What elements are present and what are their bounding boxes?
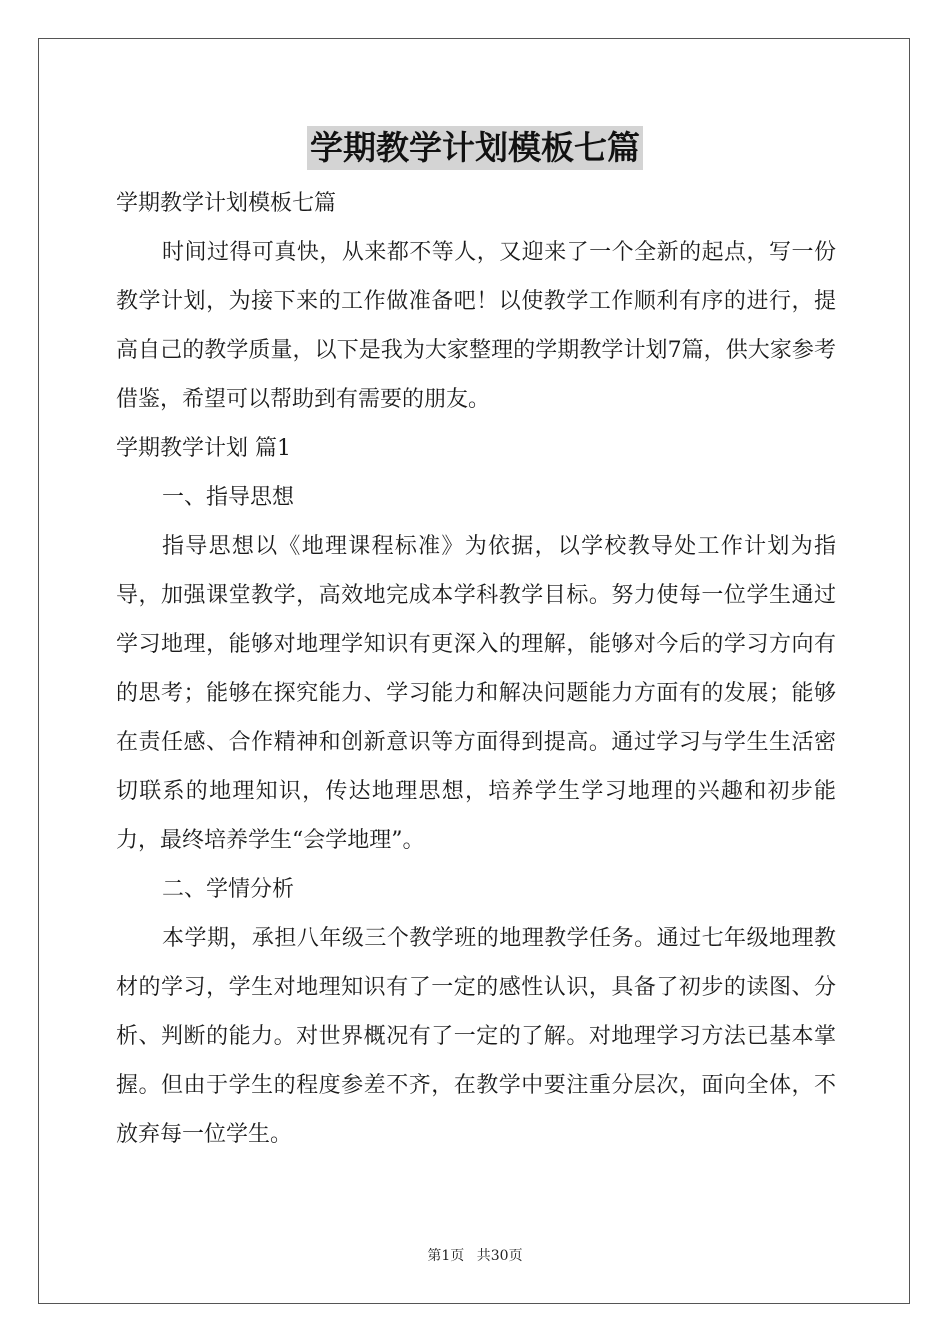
part2-body: 本学期，承担八年级三个教学班的地理教学任务。通过七年级地理教材的学习，学生对地理知识有了一定的感性认识，具备了初步的读图、分析、判断的能力。对世界概况有了一定的了解。对地理学习方法已基本掌握。但由于学生的程度参差不齐，在教学中要注重分层次，面向全体，不放弃每一位学生。 [116, 926, 836, 1147]
document-subtitle: 学期教学计划模板七篇 [116, 191, 337, 216]
part2-heading: 二、学情分析 [162, 877, 295, 902]
intro-paragraph: 时间过得可真快，从来都不等人，又迎来了一个全新的起点，写一份教学计划，为接下来的工作做准备吧！以使教学工作顺利有序的进行，提高自己的教学质量，以下是我为大家整理的学期教学计划7篇，供大家参考借鉴，希望可以帮助到有需要的朋友。 [116, 240, 836, 412]
page-total: 共30页 [476, 1248, 523, 1264]
document-title: 学期教学计划模板七篇 [307, 126, 643, 170]
title-wrap [0, 126, 950, 170]
part1-body: 指导思想以《地理课程标准》为依据，以学校教导处工作计划为指导，加强课堂教学，高效地完成本学科教学目标。努力使每一位学生通过学习地理，能够对地理学知识有更深入的理解，能够对今后的学习方向有的思考；能够在探究能力、学习能力和解决问题能力方面有的发展；能够在责任感、合作精神和创新意识等方面得到提高。通过学习与学生生活密切联系的地理知识，传达地理思想，培养学生学习地理的兴趣和初步能力，最终培养学生“会学地理”。 [116, 534, 836, 853]
page-footer [0, 1246, 950, 1266]
document-body [116, 179, 836, 1159]
page-number: 第1页 [427, 1248, 465, 1264]
section-heading: 学期教学计划 篇1 [116, 436, 291, 461]
part1-heading: 一、指导思想 [162, 485, 295, 510]
